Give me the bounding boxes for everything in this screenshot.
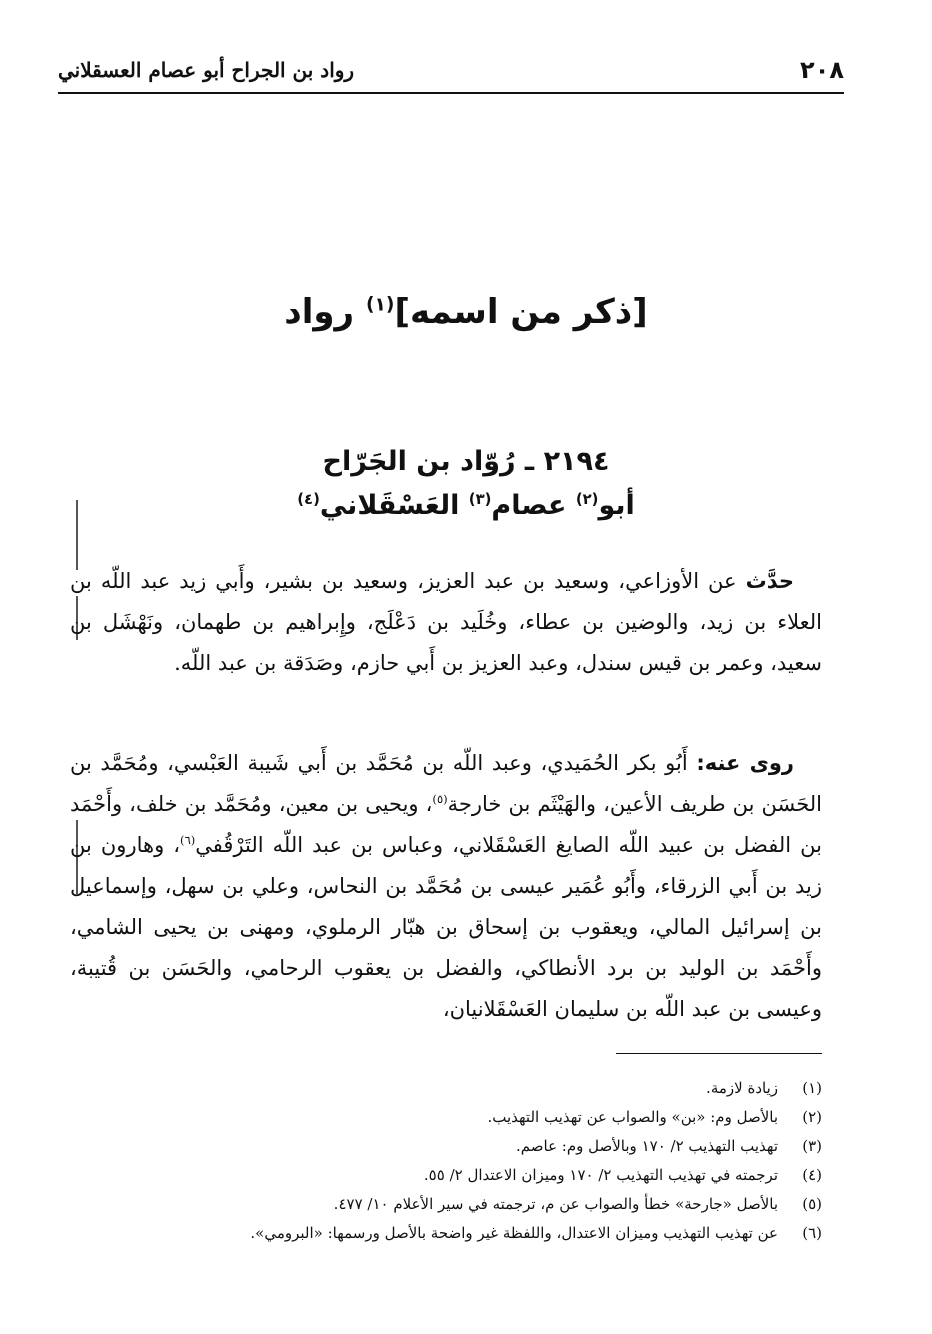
footnotes-list [110,1074,822,1248]
footnote-number: (٢) [802,1108,822,1126]
paragraph-narrated-from [70,561,822,684]
footnote-text: ترجمته في تهذيب التهذيب ٢/ ١٧٠ وميزان الاعتدال ٢/ ٥٥. [423,1166,778,1184]
running-header-title: رواد بن الجراح أبو عصام العسقلاني [58,58,355,82]
section-title-text: [ذكر من اسمه] [394,292,648,332]
footnote-ref: (٣) [468,490,492,508]
footnote-number: (٣) [802,1137,822,1155]
paragraph-lead: حدَّث [745,569,794,593]
paragraph-text: عن الأوزاعي، وسعيد بن عبد العزيز، وسعيد بن بشير، وأَبي زيد عبد اللّه بن العلاء بن زيد، والوضين بن عطاء، وخُلَيد بن دَعْلَج، وإِبراهيم بن طهمان، ونَهْشَل بن سعيد، وعمر بن قيس سندل، وعبد العزيز بن أَبي حازم، وصَدَقة بن عبد اللّه. [70,569,822,675]
kunya-b: عصام [491,490,567,521]
paragraph-text: ، وهارون بن زيد بن أَبي الزرقاء، وأَبُو عُمَير عيسى بن مُحَمَّد بن النحاس، وعلي بن سهل، وإسماعيل بن إسرائيل المالي، ويعقوب بن إسحاق بن هبّار الرملوي، ومهنى بن يحيى الشامي، وأَحْمَد بن الوليد بن برد الأنطاكي، والفضل بن يعقوب الرحامي، والحَسَن بن قُتيبة، وعيسى بن عبد اللّه بن سليمان العَسْقَلانيان، [70,833,822,1021]
footnote [110,1132,822,1161]
footnote-number: (٥) [802,1195,822,1213]
paragraph-text: ، ويحيى بن معين، ومُحَمَّد بن خلف، وأَحْمَد بن الفضل بن عبيد اللّه الصايغ العَسْقَلاني، وعباس بن عبد اللّه التَرْقُفي [70,792,822,857]
page-number: ٢٠٨ [800,56,844,84]
footnote [110,1161,822,1190]
footnote [110,1190,822,1219]
paragraph-lead: روى عنه: [696,751,794,775]
footnote-ref: (٥) [432,792,448,806]
entry-heading [0,440,932,528]
entry-kunya-nisba [0,484,932,528]
footnote-ref: (١) [365,294,395,316]
footnote [110,1074,822,1103]
footnote-number: (٤) [802,1166,822,1184]
kunya-a: أبو [598,490,635,521]
footnote-text: بالأصل «جارحة» خطأ والصواب عن م، ترجمته في سير الأعلام ١٠/ ٤٧٧. [333,1195,778,1213]
section-title-name: رواد [284,292,355,332]
footnote-ref: (٤) [297,490,320,508]
paragraph-narrators [70,743,822,1030]
nisba: العَسْقَلاني [319,490,460,521]
footnote-ref: (٦) [180,833,196,847]
section-title [0,292,932,332]
entry-number-and-name: ٢١٩٤ ـ رُوّاد بن الجَرّاح [322,446,610,477]
footnote-number: (١) [802,1079,822,1097]
footnote [110,1219,822,1248]
footnote-text: بالأصل وم: «بن» والصواب عن تهذيب التهذيب. [487,1108,778,1126]
footnote [110,1103,822,1132]
running-header [58,56,844,94]
footnote-text: تهذيب التهذيب ٢/ ١٧٠ وبالأصل وم: عاصم. [516,1137,778,1155]
footnote-number: (٦) [802,1224,822,1242]
footnote-ref: (٢) [575,490,599,508]
footnote-divider [616,1053,822,1054]
footnote-text: عن تهذيب التهذيب وميزان الاعتدال، واللفظة غير واضحة بالأصل ورسمها: «البرومي». [250,1224,778,1242]
footnote-text: زيادة لازمة. [706,1079,778,1097]
paragraph-text: أَبُو بكر الحُمَيدي، وعبد اللّه بن مُحَمَّد بن أَبي شَيبة العَبْسي، ومُحَمَّد بن الحَسَن بن طريف الأعين، والهَيْثَم بن خارجة [70,751,822,816]
